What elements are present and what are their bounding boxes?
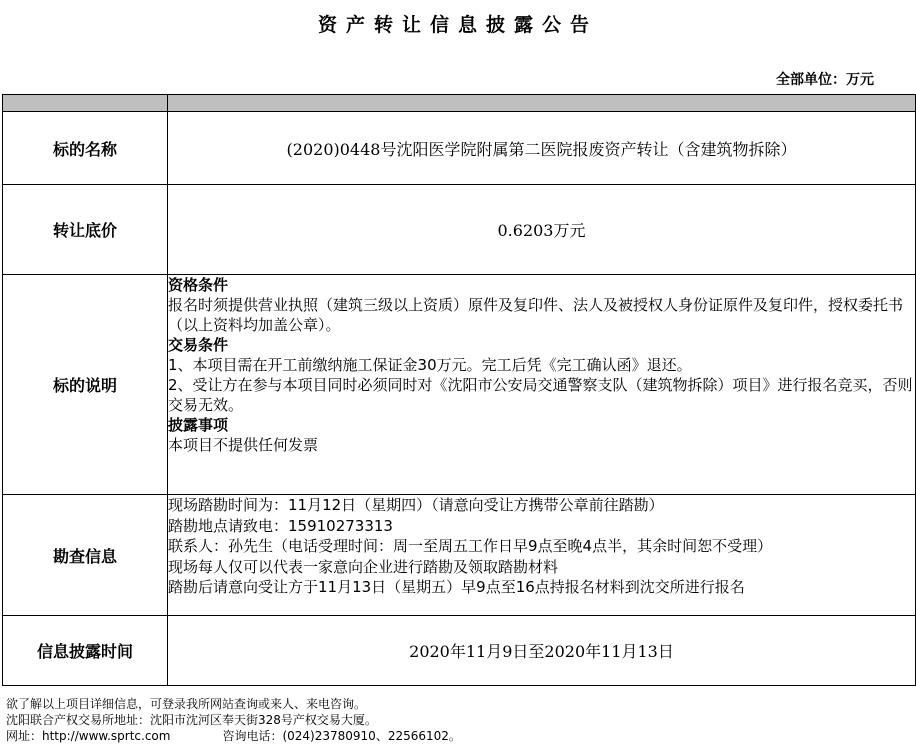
footer-info: 欲了解以上项目详细信息，可登录我所网站查询或来人、来电咨询。 — [6, 697, 367, 711]
row-desc-content — [168, 275, 916, 495]
unit-note: 全部单位：万元 — [776, 72, 874, 88]
row-survey-content — [168, 495, 916, 616]
survey-line: 现场每人仅可以代表一家意向企业进行踏勘及领取踏勘材料 — [168, 557, 559, 576]
footer — [6, 696, 461, 744]
survey-line: 现场踏勘时间为：11月12日（星期四）（请意向受让方携带公章前往踏勘） — [168, 496, 664, 514]
row-desc-label: 标的说明 — [3, 275, 168, 495]
row-name-value: (2020)0448号沈阳医学院附属第二医院报废资产转让（含建筑物拆除） — [168, 112, 916, 185]
row-name-label: 标的名称 — [3, 112, 168, 185]
qualification-heading: 资格条件 — [168, 276, 229, 294]
website-link[interactable]: 网址：http://www.sprtc.com — [6, 729, 171, 743]
footer-address: 沈阳联合产权交易所地址：沈阳市沈河区奉天街328号产权交易大厦。 — [6, 713, 377, 727]
header-cell-left — [3, 95, 168, 112]
disclosure-table — [2, 94, 916, 686]
disclosure-text: 本项目不提供任何发票 — [168, 436, 319, 454]
trade-heading: 交易条件 — [168, 336, 229, 354]
trade-item-1: 1、本项目需在开工前缴纳施工保证金30万元。完工后凭《完工确认函》退还。 — [168, 356, 692, 374]
row-price — [3, 185, 916, 275]
row-price-value: 0.6203万元 — [168, 185, 916, 275]
row-time-label: 信息披露时间 — [3, 616, 168, 686]
footer-contact — [6, 728, 461, 744]
page-title: 资产转让信息披露公告 — [317, 14, 598, 36]
row-survey — [3, 495, 916, 616]
survey-line: 踏勘地点请致电：15910273313 — [168, 516, 393, 535]
row-price-label: 转让底价 — [3, 185, 168, 275]
row-survey-label: 勘查信息 — [3, 495, 168, 616]
phone-text: 咨询电话：(024)23780910、22566102。 — [222, 729, 461, 743]
row-time-value: 2020年11月9日至2020年11月13日 — [168, 616, 916, 686]
disclosure-heading: 披露事项 — [168, 416, 229, 434]
qualification-text: 报名时须提供营业执照（建筑三级以上资质）原件及复印件、法人及被授权人身份证原件及复印件，授权委托书（以上资料均加盖公章）。 — [168, 296, 904, 334]
trade-item-2: 2、受让方在参与本项目同时必须同时对《沈阳市公安局交通警察支队（建筑物拆除）项目》进行报名竞买，否则交易无效。 — [168, 376, 913, 414]
table-header-row — [3, 95, 916, 112]
row-desc — [3, 275, 916, 495]
survey-line: 联系人：孙先生（电话受理时间：周一至周五工作日早9点至晚4点半，其余时间恕不受理） — [168, 537, 773, 555]
survey-line: 踏勘后请意向受让方于11月13日（星期五）早9点至16点持报名材料到沈交所进行报名 — [168, 578, 745, 596]
row-name — [3, 112, 916, 185]
header-cell-right — [168, 95, 916, 112]
row-time — [3, 616, 916, 686]
